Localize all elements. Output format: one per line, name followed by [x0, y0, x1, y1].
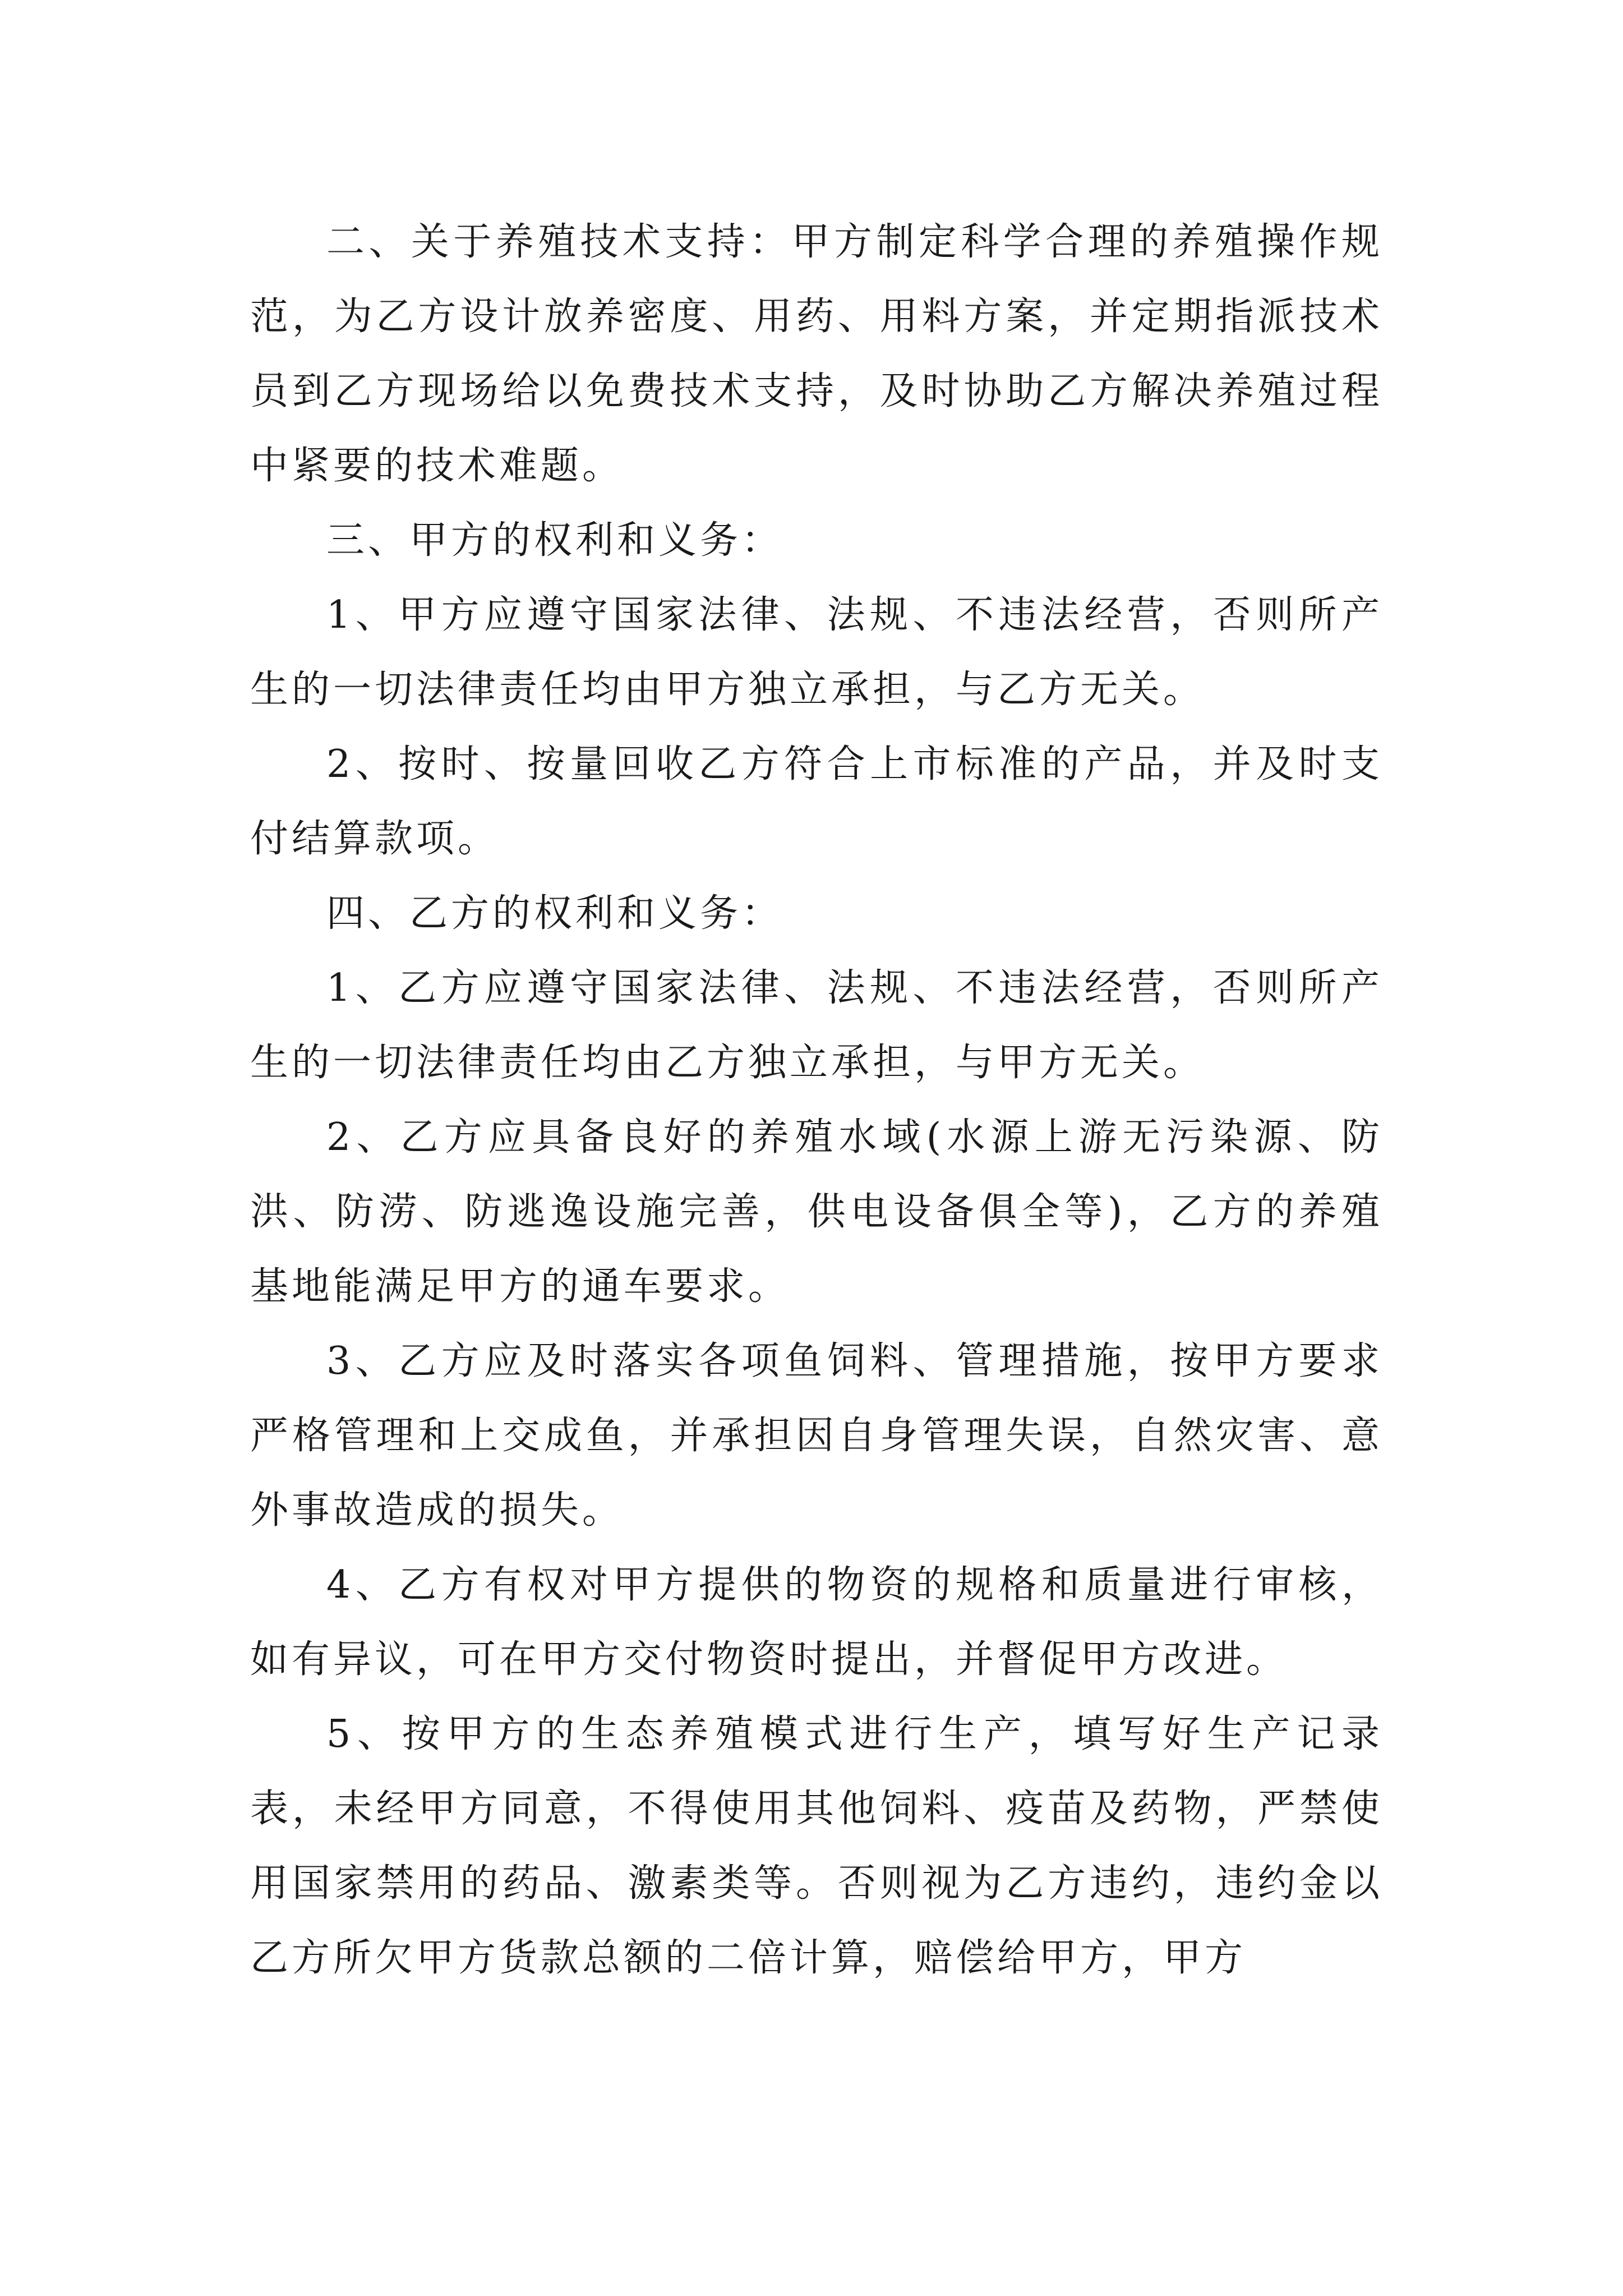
paragraph-party-b-item-5: 5、按甲方的生态养殖模式进行生产，填写好生产记录表，未经甲方同意，不得使用其他饲料、疫苗及药物，严禁使用国家禁用的药品、激素类等。否则视为乙方违约，违约金以乙方所欠甲方货款总额的二倍计算，赔偿给甲方，甲方: [250, 1712, 1383, 1980]
paragraph-party-b-item-4: 4、乙方有权对甲方提供的物资的规格和质量进行审核，如有异议，可在甲方交付物资时提出，并督促甲方改进。: [250, 1563, 1383, 1682]
paragraph-party-b-item-1: 1、乙方应遵守国家法律、法规、不违法经营，否则所产生的一切法律责任均由乙方独立承担，与甲方无关。: [250, 966, 1383, 1085]
paragraph-tech-support: 二、关于养殖技术支持：甲方制定科学合理的养殖操作规范，为乙方设计放养密度、用药、用料方案，并定期指派技术员到乙方现场给以免费技术支持，及时协助乙方解决养殖过程中紧要的技术难题。: [250, 220, 1383, 488]
heading-party-a-rights: 三、甲方的权利和义务：: [326, 518, 783, 563]
paragraph-party-b-item-3: 3、乙方应及时落实各项鱼饲料、管理措施，按甲方要求严格管理和上交成鱼，并承担因自身管理失误，自然灾害、意外事故造成的损失。: [250, 1339, 1383, 1533]
paragraph-party-b-item-2: 2、乙方应具备良好的养殖水域(水源上游无污染源、防洪、防涝、防逃逸设施完善，供电设备俱全等)，乙方的养殖基地能满足甲方的通车要求。: [250, 1115, 1383, 1309]
paragraph-party-a-item-2: 2、按时、按量回收乙方符合上市标准的产品，并及时支付结算款项。: [250, 742, 1383, 861]
heading-party-b-rights: 四、乙方的权利和义务：: [326, 891, 783, 936]
paragraph-party-a-item-1: 1、甲方应遵守国家法律、法规、不违法经营，否则所产生的一切法律责任均由甲方独立承担，与乙方无关。: [250, 593, 1383, 712]
document-body: [250, 205, 1383, 1995]
